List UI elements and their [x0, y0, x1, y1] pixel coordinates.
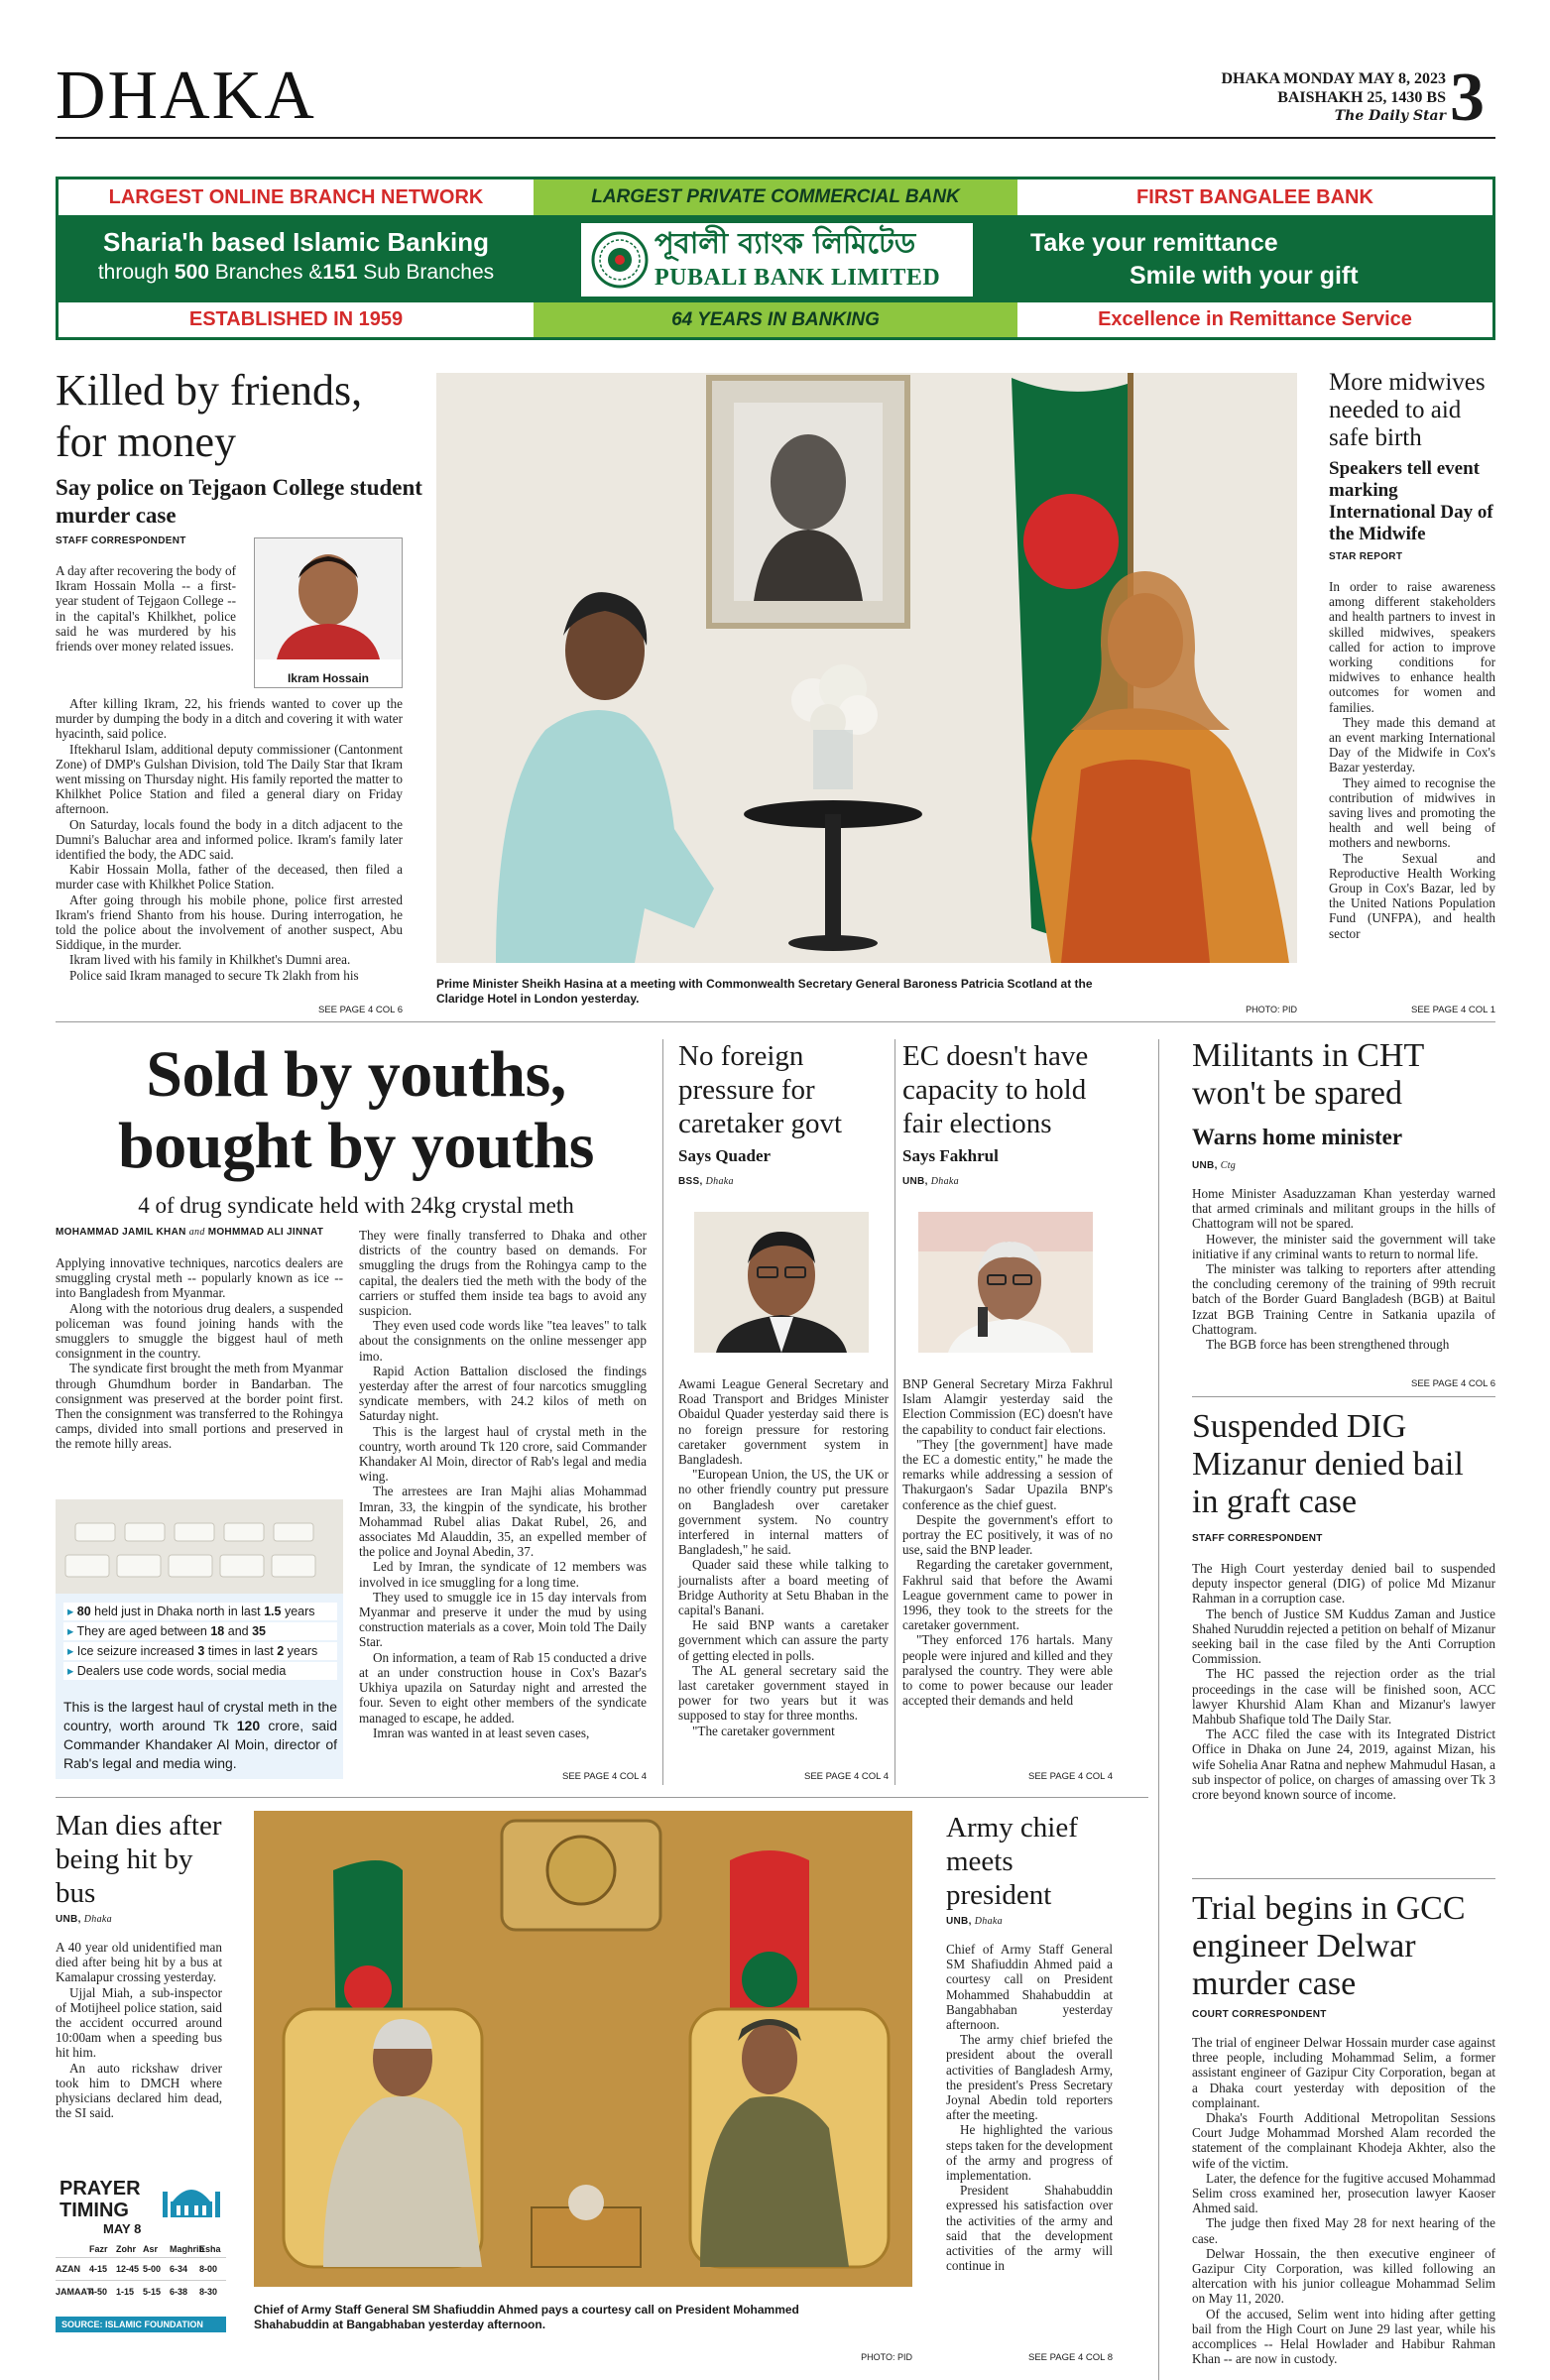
prayer-time: 6-38 [170, 2287, 188, 2297]
ad-sub-branches-count: 151 [322, 261, 358, 284]
pressure-see-page[interactable]: SEE PAGE 4 COL 4 [803, 1771, 889, 1782]
quader-photo [694, 1212, 869, 1353]
fact-text: years [281, 1605, 315, 1618]
paper-name: The Daily Star [1334, 108, 1446, 124]
fact-item [63, 1622, 337, 1640]
paragraph: Later, the defence for the fugitive accused Mohammad Selim cross examined her, prosecution lawyer Kaoser Ahmed said. [1192, 2170, 1495, 2216]
trial-headline: Trial begins in GCC engineer Delwar murder case [1192, 1890, 1466, 2002]
midwives-headline: More midwives needed to aid safe birth [1329, 369, 1486, 451]
prayer-date: MAY 8 [103, 2221, 142, 2236]
prayer-time: 6-34 [170, 2264, 188, 2274]
paragraph: "European Union, the US, the UK or no other friendly country put pressure on Bangladesh over caretaker government system. No country interfered in internal matters of Bangladesh," he said. [678, 1467, 889, 1558]
paragraph: Ujjal Miah, a sub-inspector of Motijheel police station, said the accident occurred around 10:00am when a speeding bus hit him. [56, 1984, 222, 2061]
paragraph: Kabir Hossain Molla, father of the deceased, then filed a murder case with Khilkhet Police Station. [56, 862, 403, 892]
paragraph: The BGB force has been strengthened through [1206, 1337, 1450, 1353]
ec-headline: EC doesn't have capacity to hold fair elections [902, 1040, 1089, 1139]
prayer-timing-box [56, 2178, 226, 2362]
lead-photo-caption: Prime Minister Sheikh Hasina at a meeting with Commonwealth Secretary General Baroness Patricia Scotland at the Claridge Hotel in London yesterday. [436, 977, 1093, 1006]
byline-agency: BSS, [678, 1176, 703, 1187]
prayer-time: 5-00 [143, 2264, 162, 2274]
prayer-table [56, 2241, 226, 2303]
army-see-page[interactable]: SEE PAGE 4 COL 8 [1027, 2352, 1113, 2363]
army-chief-photo [254, 1811, 912, 2287]
section-divider [56, 1021, 1495, 1022]
midwives-see-page[interactable]: SEE PAGE 4 COL 1 [1410, 1005, 1495, 1015]
paragraph: Rapid Action Battalion disclosed the findings yesterday after the arrest of four narcotics smuggling syndicate members, with 24.2 kilos of meth on Saturday night. [359, 1363, 647, 1424]
midwives-subhead: Speakers tell event marking International Day of the Midwife [1329, 458, 1493, 544]
ec-see-page[interactable]: SEE PAGE 4 COL 4 [1027, 1771, 1113, 1782]
paragraph: Despite the government's effort to portray the EC positively, it was of no use, said the BNP leader. [902, 1511, 1113, 1558]
fact-number: 80 [76, 1605, 91, 1618]
paragraph: The syndicate first brought the meth from Myanmar through Ghumdhum border in Bandarban. The consignment was preserved at the border point first. Then the consignment was transferred to the Rohingya camps, divided into small portions and preserved in the remote hilly areas. [56, 1361, 343, 1452]
paragraph: The High Court yesterday denied bail to suspended deputy inspector general (DIG) of police Md Mizanur Rahman in a corruption case. [1192, 1561, 1495, 1606]
dig-byline: STAFF CORRESPONDENT [1192, 1533, 1323, 1544]
paragraph: "They enforced 176 hartals. Many people were injured and killed and they paralysed the country. They were able to come to power because our leader accepted their demands and held [902, 1632, 1113, 1709]
box-number: 120 [236, 1718, 261, 1733]
army-headline: Army chief meets president [946, 1812, 1078, 1911]
ad-remittance: Take your remittance [1030, 229, 1278, 257]
ad-branches-text: through [97, 261, 175, 284]
paragraph: This is the largest haul of crystal meth in the country, worth around Tk 120 crore, said Commander Khandaker Al Moin, director of Rab's legal and media wing. [359, 1423, 647, 1485]
bangla-date: BAISHAKH 25, 1430 BS [1277, 89, 1446, 106]
fact-text: They are aged between [76, 1624, 211, 1638]
midwives-byline: STAR REPORT [1329, 551, 1403, 562]
sold-see-page[interactable]: SEE PAGE 4 COL 4 [561, 1771, 647, 1782]
paragraph: The army chief briefed the president about the overall activities of Bangladesh Army, the president's Press Secretary Joynal Abedin told reporters after the meeting. [946, 2032, 1113, 2123]
prayer-header: Fazr [89, 2244, 108, 2254]
paragraph: Police said Ikram managed to secure Tk 2lakh from his [69, 967, 359, 983]
paragraph: However, the minister said the government will take initiative if any criminal wants to return to normal life. [1192, 1231, 1495, 1261]
bus-text [56, 1940, 222, 2120]
ad-bottom-right: Excellence in Remittance Service [1098, 308, 1412, 330]
prayer-row [56, 2258, 226, 2281]
trial-text [1192, 2035, 1495, 2366]
ad-branches [59, 259, 534, 287]
paragraph: After going through his mobile phone, police first arrested Ikram's friend Shanto from his house. During interrogation, he told the police about the involvement of another suspect, Abu Siddique, in the murder. [56, 892, 403, 953]
sold-headline-line1: Sold by youths, [146, 1038, 566, 1111]
byline-place: Dhaka [930, 1176, 959, 1187]
byline-agency: UNB, [1192, 1160, 1218, 1171]
sold-col1 [56, 1255, 343, 1452]
dig-headline: Suspended DIG Mizanur denied bail in graft case [1192, 1408, 1464, 1520]
paragraph: A day after recovering the body of Ikram Hossain Molla -- a first-year student of Tejgaon College -- in the capital's Khilkhet, police said he was murdered by his friends over money related issues. [56, 563, 236, 654]
paragraph: The HC passed the rejection order as the trial proceedings in the case will be finished soon, ACC lawyer Khurshid Alam Khan and Mizanur's lawyer Mahbub Shafique told The Daily Star. [1192, 1666, 1495, 1727]
paragraph: Led by Imran, the syndicate of 12 members was involved in ice smuggling for a long time. [359, 1559, 647, 1590]
ec-subhead: Says Fakhrul [902, 1146, 999, 1165]
pressure-headline: No foreign pressure for caretaker govt [678, 1040, 843, 1139]
ikram-photo-caption: Ikram Hossain [287, 671, 370, 685]
fact-number: 3 [197, 1644, 205, 1658]
army-photo-caption: Chief of Army Staff General SM Shafiuddin Ahmed pays a courtesy call on President Mohammed Shahabuddin at Bangabhaban yesterday afternoon. [254, 2303, 799, 2331]
sold-headline [56, 1039, 656, 1182]
sold-col2 [359, 1228, 647, 1740]
fact-number: 35 [252, 1624, 266, 1638]
paragraph: Iftekharul Islam, additional deputy commissioner (Cantonment Zone) of DMP's Gulshan Division, told The Daily Star that Ikram went missing on Thursday night. His family reported the matter to Khilkhet Police Station and filed a general diary on Friday afternoon. [56, 741, 403, 817]
pressure-subhead: Says Quader [678, 1146, 772, 1165]
fact-text: held just in Dhaka north in last [90, 1605, 265, 1618]
column-rule [1158, 1039, 1159, 2380]
paragraph: He said BNP wants a caretaker government which can assure the party of getting elected in polls. [678, 1617, 889, 1663]
arrow-icon: ▸ [67, 1624, 74, 1638]
byline-place: Dhaka [83, 1914, 112, 1925]
prayer-time: 8-00 [199, 2264, 218, 2274]
paragraph: On Saturday, locals found the body in a ditch adjacent to the Dumni's Baluchar area and informed police. Ikram's family later identified the body, the ADC said. [56, 816, 403, 863]
fact-number: 18 [210, 1624, 225, 1638]
box-text: This is the largest haul of crystal meth in the country, worth around Tk [63, 1699, 337, 1733]
sold-byline [56, 1227, 343, 1239]
paragraph: An auto rickshaw driver took him to DMCH where physicians declared him dead, the SI said. [56, 2060, 222, 2121]
date-line: DHAKA MONDAY MAY 8, 2023 [1221, 70, 1446, 87]
paragraph: The ACC filed the case with its Integrated District Office in Dhaka on June 24, 2019, against Mizan, his wife Sohelia Anar Ratna and nephew Mahmudul Hasan, a sub inspector of police, on charges of amassing over Tk 3 crore beyond known source of income. [1192, 1726, 1495, 1803]
pressure-text [678, 1376, 889, 1738]
bank-name-bangla: পূবালী ব্যাংক লিমিটেড [655, 226, 916, 260]
prayer-source: SOURCE: ISLAMIC FOUNDATION [56, 2317, 226, 2332]
arrow-icon: ▸ [67, 1644, 74, 1658]
sold-subhead: 4 of drug syndicate held with 24kg crystal meth [138, 1193, 574, 1218]
box-text: crore, said Commander Khandaker Al Moin, director of Rab's legal and media wing. [63, 1718, 338, 1771]
dig-text [1192, 1561, 1495, 1802]
fact-item [63, 1662, 337, 1680]
paragraph: Along with the notorious drug dealers, a suspended policeman was found joining hands with the smugglers to smuggle the biggest haul of meth consignment in the country. [56, 1300, 343, 1362]
fact-number: 2 [277, 1644, 285, 1658]
ad-top-left: LARGEST ONLINE BRANCH NETWORK [108, 186, 484, 208]
paragraph: The judge then fixed May 28 for next hearing of the case. [1192, 2215, 1495, 2246]
paragraph: BNP General Secretary Mirza Fakhrul Islam Alamgir yesterday said the Election Commission (EC) doesn't have the capability to conduct fair elections. [902, 1376, 1113, 1437]
killed-text-narrow [56, 563, 236, 654]
prayer-header-row [56, 2241, 226, 2258]
paragraph: Home Minister Asaduzzaman Khan yesterday warned that armed criminals and militant groups in the hills of Chattogram will not be spared. [1192, 1186, 1495, 1232]
lead-photo-credit: PHOTO: PID [1246, 1005, 1297, 1014]
militants-headline: Militants in CHT won't be spared [1192, 1037, 1424, 1112]
arrow-icon: ▸ [67, 1664, 74, 1678]
prayer-title-line1: PRAYER [60, 2178, 141, 2200]
byline-place: Dhaka [974, 1916, 1003, 1927]
section-title: DHAKA [56, 58, 316, 134]
byline-author-1: MOHAMMAD JAMIL KHAN [56, 1227, 186, 1238]
story-divider [1192, 1878, 1495, 1879]
paragraph: Chief of Army Staff General SM Shafiuddin Ahmed paid a courtesy call on President Mohammed Shahabuddin at Bangabhaban yesterday afternoon. [946, 1942, 1113, 2033]
ad-bottom-center: 64 YEARS IN BANKING [534, 302, 1017, 337]
army-photo-credit: PHOTO: PID [861, 2352, 912, 2362]
army-byline [946, 1916, 1003, 1927]
fact-text: and [224, 1624, 253, 1638]
ad-branches-text-2: Branches & [208, 261, 323, 284]
paragraph: Awami League General Secretary and Road Transport and Bridges Minister Obaidul Quader yesterday said there is no foreign pressure for restoring caretaker government system in Bangladesh. [678, 1376, 889, 1468]
fact-number: 1.5 [264, 1605, 282, 1618]
killed-headline: Killed by friends, for money [56, 366, 363, 466]
killed-byline: STAFF CORRESPONDENT [56, 536, 186, 546]
paragraph: They even used code words like "tea leaves" to talk about the consignments on the online messenger app imo. [359, 1318, 647, 1364]
prayer-time: 1-15 [116, 2287, 135, 2297]
sold-facts-list [63, 1603, 337, 1682]
paragraph: They made this demand at an event marking International Day of the Midwife in Cox's Bazar yesterday. [1329, 714, 1495, 775]
masthead-date [1200, 69, 1446, 126]
ad-top-center: LARGEST PRIVATE COMMERCIAL BANK [534, 179, 1017, 215]
fact-text: years [284, 1644, 318, 1658]
meth-packets-photo [56, 1499, 343, 1594]
fakhrul-photo [918, 1212, 1093, 1353]
militants-text [1192, 1186, 1495, 1352]
bus-byline [56, 1914, 112, 1925]
bank-name-english: PUBALI BANK LIMITED [655, 265, 941, 291]
paragraph: In order to raise awareness among different stakeholders and health partners to invest in skilled midwives, speakers called for action to improve working conditions for midwives to enhance health outcomes for women and families. [1329, 579, 1495, 715]
paragraph: Quader said these while talking to journalists after a board meeting of Bridge Authority at Setu Bhaban in the capital's Banani. [678, 1557, 889, 1618]
sold-box-quote [63, 1698, 337, 1773]
paragraph: He highlighted the various steps taken for the development of the army and progress of implementation. [946, 2122, 1113, 2184]
paragraph: Imran was wanted in at least seven cases, [373, 1725, 590, 1740]
arrow-icon: ▸ [67, 1605, 74, 1618]
militants-see-page[interactable]: SEE PAGE 4 COL 6 [1410, 1378, 1495, 1389]
prayer-time: 5-15 [143, 2287, 162, 2297]
paragraph: They used to smuggle ice in 15 day intervals from Myanmar and preserve it under the mud by using construction materials as a cover, Moin told The Daily Star. [359, 1589, 647, 1650]
prayer-row [56, 2281, 226, 2303]
prayer-time: 8-30 [199, 2287, 218, 2297]
bank-advertisement[interactable] [56, 177, 1495, 340]
prayer-row-label: AZAN [56, 2264, 80, 2274]
prayer-time: 4-15 [89, 2264, 108, 2274]
prayer-title-line2: TIMING [60, 2200, 129, 2221]
paragraph: They aimed to recognise the contribution of midwives in saving lives and promoting the health and well being of mothers and newborns. [1329, 774, 1495, 851]
fact-text: Dealers use code words, social media [76, 1664, 287, 1678]
column-rule [894, 1039, 895, 1785]
prayer-header: Asr [143, 2244, 159, 2254]
ad-islamic-banking: Sharia'h based Islamic Banking [102, 227, 490, 257]
mosque-icon [161, 2178, 222, 2219]
prayer-row-label: JAMAAT [56, 2287, 92, 2297]
pressure-byline [678, 1176, 734, 1187]
ad-bottom-left: ESTABLISHED IN 1959 [188, 308, 404, 330]
paragraph: "They [the government] have made the EC a domestic entity," he made the remarks while addressing a session of Thakurgaon's Sadar Upazila BNP's conference as the chief guest. [902, 1436, 1113, 1512]
ad-logo-panel [581, 223, 973, 297]
byline-agency: UNB, [902, 1176, 928, 1187]
paragraph: The arrestees are Iran Majhi alias Mohammad Imran, 33, the kingpin of the syndicate, his brother Mohammad Rubel alias Dakat Rubel, 26, and associates Md Alauddin, 35, an expelled member of the police and Joynal Abedin, 37. [359, 1484, 647, 1560]
paragraph: They were finally transferred to Dhaka and other districts of the country based on demands. For smuggling the drugs from the Rohingya camp to the capital, the dealers tied the meth with the body of the carriers or stuffed them inside tea bags to avoid any suspicion. [359, 1228, 647, 1319]
paragraph: President Shahabuddin expressed his satisfaction over the activities of the army and said that the development activities of the army will continue in [946, 2183, 1113, 2274]
prayer-header: Zohr [116, 2244, 136, 2254]
ec-text [902, 1376, 1113, 1708]
paragraph: Dhaka's Fourth Additional Metropolitan Sessions Court Judge Mohammad Morshed Alam recorded the statement of the complainant Khodeja Akhter, also the wife of the victim. [1192, 2110, 1495, 2171]
paragraph: The trial of engineer Delwar Hossain murder case against three people, including Mohammad Selim, a former assistant engineer of Gazipur City Corporation, began at a Dhaka court yesterday with deposition of the complainant. [1192, 2035, 1495, 2110]
byline-agency: UNB, [56, 1914, 81, 1925]
midwives-text [1329, 579, 1495, 941]
killed-subhead: Say police on Tejgaon College student murder case [56, 475, 422, 528]
paragraph: Applying innovative techniques, narcotics dealers are smuggling crystal meth -- popularly known as ice -- into Bangladesh from Myanmar. [56, 1255, 343, 1301]
prayer-time: 12-45 [116, 2264, 140, 2274]
paragraph: Ikram lived with his family in Khilkhet's Dumni area. [69, 952, 351, 968]
paragraph: A 40 year old unidentified man died after being hit by a bus at Kamalapur crossing yesterday. [56, 1940, 222, 1985]
lead-photo [436, 373, 1297, 963]
killed-text [56, 696, 403, 983]
paragraph: "The caretaker government [692, 1723, 835, 1738]
ikram-photo [254, 537, 403, 688]
ec-byline [902, 1176, 959, 1187]
paragraph: The AL general secretary said the last caretaker government stayed in power for two years but it was supposed to stay for three months. [678, 1662, 889, 1724]
paragraph: The minister was talking to reporters after attending the concluding ceremony of the training of 99th recruit batch of the Border Guard Bangladesh (BGB) at Baitul Izzat BGB Training Centre in Satkania upazila of Chattogram. [1192, 1261, 1495, 1337]
prayer-title [60, 2178, 141, 2221]
army-text [946, 1942, 1113, 2273]
sold-headline-line2: bought by youths [118, 1110, 594, 1182]
militants-subhead: Warns home minister [1192, 1125, 1403, 1149]
masthead-rule [56, 137, 1495, 139]
sold-info-box [56, 1499, 343, 1779]
killed-see-page[interactable]: SEE PAGE 4 COL 6 [317, 1005, 403, 1015]
fact-item [63, 1642, 337, 1660]
byline-agency: UNB, [946, 1916, 972, 1927]
pubali-logo-icon [591, 231, 649, 289]
paragraph: The bench of Justice SM Kuddus Zaman and Justice Shahed Nuruddin rejected a petition on behalf of Mizanur seeking bail in the case filed by the Anti Corruption Commission. [1192, 1606, 1495, 1667]
ad-branches-count: 500 [174, 261, 209, 284]
paragraph: Delwar Hossain, the then executive engineer of Gazipur City Corporation, was killed following an altercation with his junior colleague Mohammad Selim on May 11, 2020. [1192, 2245, 1495, 2307]
column-rule [662, 1039, 663, 1785]
trial-byline: COURT CORRESPONDENT [1192, 2009, 1327, 2020]
paragraph: Regarding the caretaker government, Fakhrul said that before the Awami League government came to power in 1996, they took to the streets for the caretaker government. [902, 1557, 1113, 1633]
ad-mid-right [1030, 227, 1447, 293]
page-number: 3 [1450, 60, 1485, 136]
section-divider [56, 1797, 1148, 1798]
prayer-time: 4-50 [89, 2287, 108, 2297]
paragraph: Of the accused, Selim went into hiding after getting bail from the High Court on June 29 last year, while his accomplices -- Helal Howlader and Habibur Rahman Khan -- are now in custody. [1192, 2306, 1495, 2367]
ad-gift: Smile with your gift [1130, 262, 1359, 290]
fact-item [63, 1603, 337, 1620]
paragraph: The Sexual and Reproductive Health Working Group in Cox's Bazar, led by the United Nations Population Fund (UNFPA), and health sector [1329, 850, 1495, 941]
bus-headline: Man dies after being hit by bus [56, 1810, 222, 1909]
byline-author-2: MOHMMAD ALI JINNAT [207, 1227, 324, 1238]
byline-place: Dhaka [705, 1176, 734, 1187]
prayer-header: Maghrib [170, 2244, 204, 2254]
ad-mid-left [59, 225, 534, 287]
ad-branches-text-3: Sub Branches [357, 261, 495, 284]
fact-text: Ice seizure increased [76, 1644, 198, 1658]
ad-top-right: FIRST BANGALEE BANK [1136, 186, 1373, 208]
story-divider [1192, 1396, 1495, 1397]
prayer-header: Esha [199, 2244, 221, 2254]
militants-byline [1192, 1160, 1236, 1171]
paragraph: On information, a team of Rab 15 conducted a drive at an under construction house in Cox's Bazar's Ukhiya upazila on Saturday night and arrested the four. Seven to eight other members of the syndicate managed to escape, he added. [359, 1649, 647, 1726]
byline-place: Ctg [1220, 1160, 1237, 1171]
byline-and: and [188, 1227, 205, 1238]
fact-text: times in last [204, 1644, 278, 1658]
paragraph: After killing Ikram, 22, his friends wanted to cover up the murder by dumping the body in a ditch and covering it with water hyacinth, said police. [56, 696, 403, 742]
